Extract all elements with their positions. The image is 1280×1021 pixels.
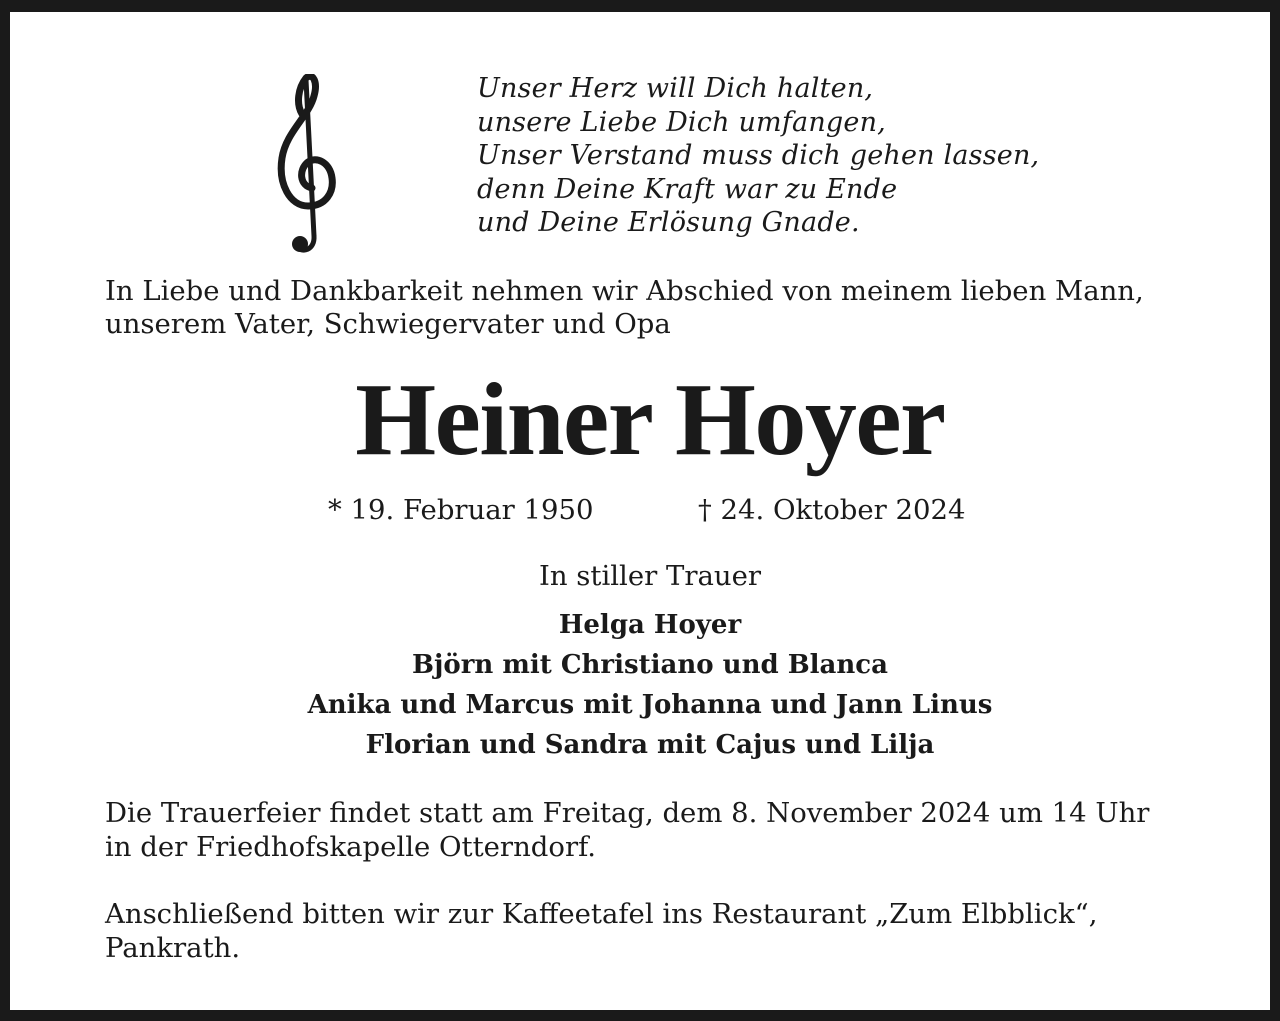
mourner-entry: Florian und Sandra mit Cajus und Lilja [365,730,935,760]
intro-line: unserem Vater, Schwiegervater und Opa [105,308,671,340]
poem-line: Unser Herz will Dich halten, [477,73,874,104]
poem-line: und Deine Erlösung Gnade. [477,207,860,238]
poem-line: unsere Liebe Dich umfangen, [477,106,886,138]
deceased-name: Heiner Hoyer [355,362,945,477]
poem-line: Unser Verstand muss dich gehen lassen, [477,140,1040,171]
mourner-entry: Helga Hoyer [558,610,742,640]
birth-date: * 19. Februar 1950 [328,494,594,526]
death-date: † 24. Oktober 2024 [698,494,966,526]
reception-notice [105,898,1097,965]
reception-line: Anschließend bitten wir zur Kaffeetafel ins Restaurant „Zum Elbblick“, [105,898,1098,930]
intro-line: In Liebe und Dankbarkeit nehmen wir Abschied von meinem lieben Mann, [105,275,1144,307]
mourning-label: In stiller Trauer [538,560,762,592]
poem [477,72,1039,240]
service-notice [105,797,1149,864]
reception-line: Pankrath. [105,931,241,964]
mourner-entry: Anika und Marcus mit Johanna und Jann Linus [307,690,993,720]
mourner-entry: Björn mit Christiano und Blanca [412,650,888,680]
intro-text [105,275,1144,341]
poem-line: denn Deine Kraft war zu Ende [477,173,898,205]
mourners-list [10,605,1280,765]
treble-clef-icon [272,74,342,256]
service-line: Die Trauerfeier findet statt am Freitag, dem 8. November 2024 um 14 Uhr [105,797,1150,829]
service-line: in der Friedhofskapelle Otterndorf. [105,830,597,863]
